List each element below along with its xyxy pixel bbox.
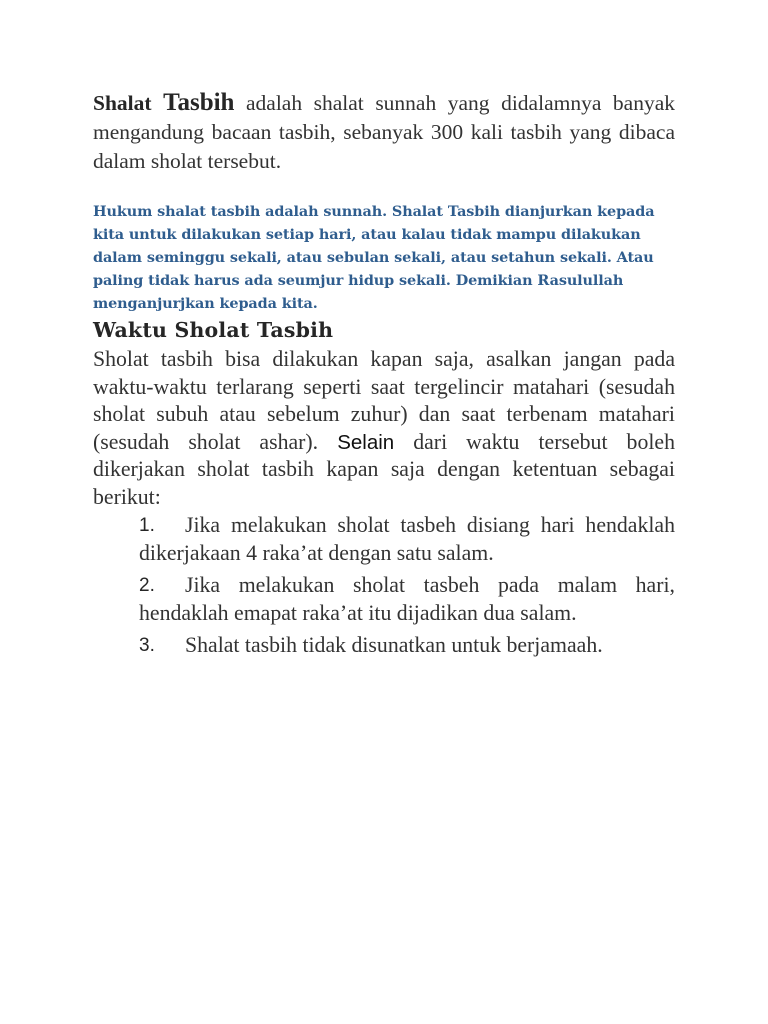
list-item — [93, 632, 675, 660]
document-page — [93, 88, 675, 660]
term-word-tasbih: Tasbih — [163, 89, 235, 116]
term-word-shalat: Shalat — [93, 91, 164, 115]
waktu-paragraph-end: dari waktu tersebut boleh dikerjakan sholat tasbih kapan saja dengan ketentuan sebagai berikut: — [93, 429, 675, 509]
list-item-text: Jika melakukan sholat tasbeh pada malam hari, hendaklah emapat raka’at itu dijadikan dua salam. — [139, 573, 675, 625]
shalat-tasbih-term — [93, 91, 234, 115]
list-item-number: 3. — [139, 635, 155, 656]
list-item-number: 2. — [139, 575, 155, 596]
waktu-paragraph — [93, 346, 675, 511]
intro-text: adalah shalat sunnah yang didalamnya banyak mengandung bacaan tasbih, sebanyak 300 kali tasbih yang dibaca dalam sholat tersebut. — [93, 91, 675, 173]
list-item — [93, 512, 675, 567]
list-item-text: Shalat tasbih tidak disunatkan untuk berjamaah. — [185, 633, 603, 657]
waktu-heading: Waktu Sholat Tasbih — [93, 318, 334, 342]
selain-word: Selain — [337, 430, 395, 454]
waktu-paragraph-start: Sholat tasbih bisa dilakukan kapan saja, asalkan jangan pada waktu-waktu terlarang seperti saat tergelincir matahari (sesudah sholat subuh atau sebelum zuhur) dan saat terbenam matahari (sesudah sholat ashar). — [93, 347, 675, 454]
list-item-text: Jika melakukan sholat tasbeh disiang hari hendaklah dikerjakaan 4 raka’at dengan satu salam. — [139, 513, 675, 565]
list-item — [93, 572, 675, 627]
list-item-number: 1. — [139, 515, 155, 536]
hukum-paragraph: Hukum shalat tasbih adalah sunnah. Shalat Tasbih dianjurkan kepada kita untuk dilakukan setiap hari, atau kalau tidak mampu dilakukan dalam seminggu sekali, atau sebulan sekali, atau setahun sekali. Atau paling tidak harus ada seumjur hidup sekali. Demikian Rasulullah menganjurjkan kepada kita. — [93, 203, 655, 312]
intro-paragraph — [93, 88, 675, 176]
rules-list — [93, 512, 675, 660]
